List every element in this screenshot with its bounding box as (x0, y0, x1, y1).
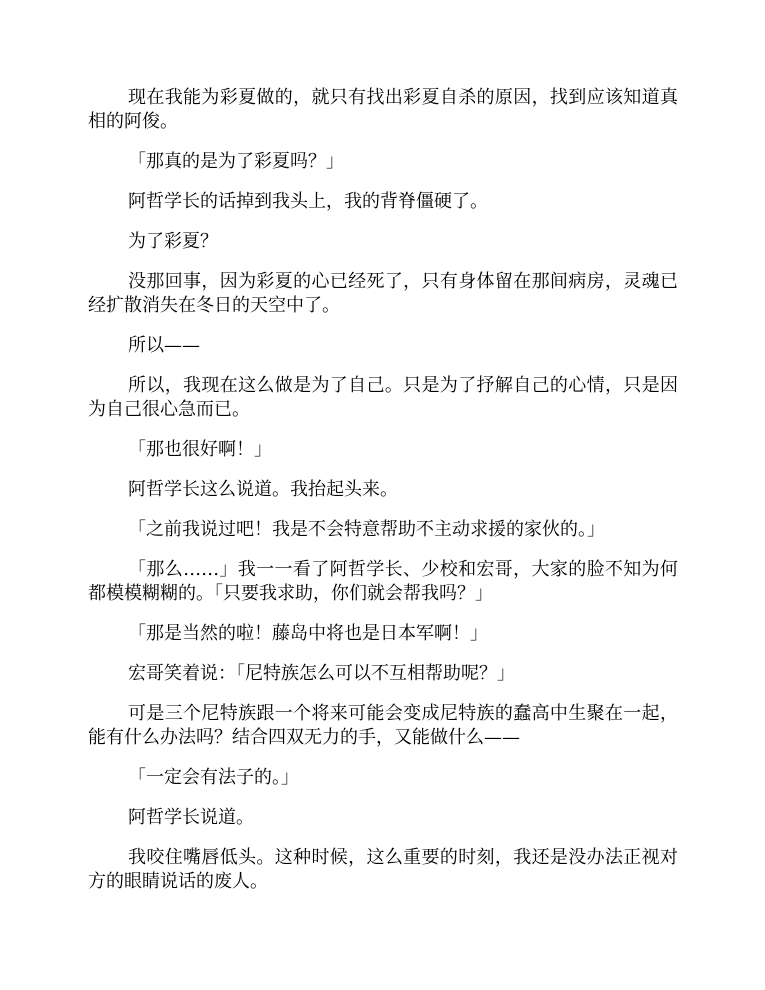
paragraph: 所以—— (128, 335, 200, 356)
paragraph: 所以，我现在这么做是为了自己。只是为了抒解自己的心情，只是因为自己很心急而已。 (88, 375, 678, 420)
paragraph: 为了彩夏？ (128, 231, 218, 252)
paragraph: 没那回事，因为彩夏的心已经死了，只有身体留在那间病房，灵魂已经扩散消失在冬日的天空中了。 (88, 271, 678, 316)
paragraph: 阿哲学长这么说道。我抬起头来。 (128, 479, 398, 500)
paragraph: 我咬住嘴唇低头。这种时候，这么重要的时刻，我还是没办法正视对方的眼睛说话的废人。 (88, 847, 678, 892)
paragraph: 「那真的是为了彩夏吗？」 (128, 151, 344, 172)
paragraph: 「那么……」我一一看了阿哲学长、少校和宏哥，大家的脸不知为何都模模糊糊的。「只要我求助，你们就会帮我吗？」 (88, 559, 678, 604)
paragraph: 「一定会有法子的。」 (128, 767, 299, 788)
paragraph: 阿哲学长说道。 (128, 807, 254, 828)
document-page (88, 86, 678, 910)
paragraph: 可是三个尼特族跟一个将来可能会变成尼特族的蠢高中生聚在一起，能有什么办法吗？结合四双无力的手，又能做什么—— (88, 703, 678, 748)
paragraph: 「之前我说过吧！我是不会特意帮助不主动求援的家伙的。」 (128, 519, 605, 540)
paragraph: 阿哲学长的话掉到我头上，我的背脊僵硬了。 (128, 191, 488, 212)
paragraph: 「那是当然的啦！藤岛中将也是日本军啊！」 (128, 623, 488, 644)
paragraph: 现在我能为彩夏做的，就只有找出彩夏自杀的原因，找到应该知道真相的阿俊。 (88, 87, 678, 132)
paragraph: 宏哥笑着说：「尼特族怎么可以不互相帮助呢？」 (128, 663, 515, 684)
paragraph: 「那也很好啊！」 (128, 439, 272, 460)
